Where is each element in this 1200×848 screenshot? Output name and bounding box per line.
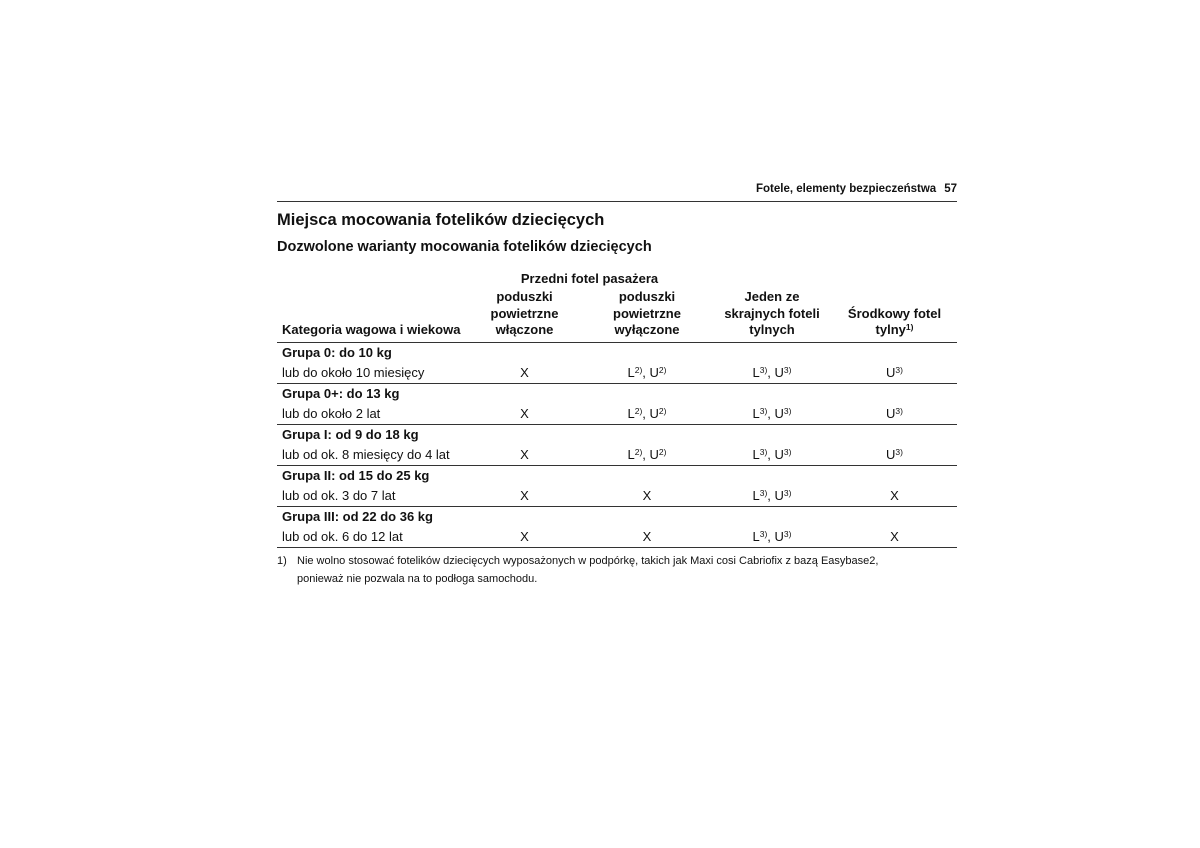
cell-airbag-on: X (520, 529, 529, 544)
cell-outer-rear (712, 404, 832, 425)
cell-value: U (649, 447, 659, 462)
cell-value: U (774, 365, 784, 380)
header-divider (277, 201, 957, 202)
cell-value: U (886, 365, 896, 380)
front-passenger-seat-header: Przedni fotel pasażera (520, 271, 659, 286)
cell-value: U (774, 488, 784, 503)
table-row (277, 445, 957, 466)
footnote-text-line-2: ponieważ nie pozwala na to podłoga samochodu. (297, 573, 538, 585)
table-row-group (277, 383, 957, 404)
section-title: Fotele, elementy bezpieczeństwa (755, 183, 937, 195)
table-column-header-row (277, 289, 957, 342)
footnote-ref: 3) (759, 488, 768, 498)
footnote-text-line-1: Nie wolno stosować fotelików dziecięcych wyposażonych w podpórkę, takich jak Maxi cosi Cabriofix z bazą Easybase2, (297, 555, 879, 567)
footnote-ref: 3) (783, 365, 792, 375)
footnote-mark: 1) (277, 555, 287, 567)
cell-outer-rear (712, 445, 832, 466)
table-row (277, 404, 957, 425)
cell-value: L (752, 488, 760, 503)
cell-value: , (642, 447, 650, 462)
table-group-header-row (277, 268, 957, 289)
column-header-airbag-off: poduszki powietrzne wyłączone (613, 289, 681, 337)
cell-airbag-on: X (520, 488, 529, 503)
column-header-category: Kategoria wagowa i wiekowa (282, 322, 461, 337)
age-range-label: lub do około 2 lat (282, 406, 381, 421)
cell-value: L (752, 529, 760, 544)
footnote-ref: 2) (634, 447, 643, 457)
page-number: 57 (944, 183, 957, 195)
table-body (277, 342, 957, 547)
cell-value: , (767, 406, 775, 421)
table-row-group (277, 506, 957, 527)
cell-value: U (886, 406, 896, 421)
cell-outer-rear (712, 363, 832, 384)
footnote-ref: 3) (783, 447, 792, 457)
cell-airbag-off: X (642, 529, 652, 544)
cell-airbag-on: X (520, 447, 529, 462)
footnote-ref: 3) (783, 529, 792, 539)
cell-value: U (649, 406, 659, 421)
cell-outer-rear (712, 486, 832, 507)
cell-airbag-on: X (520, 365, 529, 380)
footnote-ref: 3) (783, 488, 792, 498)
cell-value: , (642, 365, 650, 380)
cell-value: , (642, 406, 650, 421)
footnote-ref: 3) (759, 365, 768, 375)
footnote-ref: 2) (634, 406, 643, 416)
cell-middle-rear (832, 404, 957, 425)
cell-value: L (627, 447, 635, 462)
child-seat-table-container (277, 268, 957, 548)
footnote-ref: 2) (634, 365, 643, 375)
cell-middle-rear (832, 363, 957, 384)
cell-airbag-off (582, 445, 712, 466)
column-header-outer-rear-seat: Jeden ze skrajnych foteli tylnych (724, 289, 820, 337)
cell-middle-rear (832, 445, 957, 466)
cell-middle-rear: X (890, 529, 899, 544)
footnote-ref: 3) (895, 365, 903, 375)
child-seat-table (277, 268, 957, 548)
footnote-ref: 3) (783, 406, 792, 416)
cell-value: L (752, 447, 760, 462)
footnote-ref: 3) (759, 529, 768, 539)
cell-value: , (767, 529, 775, 544)
footnote-ref: 3) (759, 406, 768, 416)
footnote-ref: 3) (759, 447, 768, 457)
column-header-airbag-on: poduszki powietrzne włączone (490, 289, 559, 337)
weight-group-label: Grupa 0+: do 13 kg (282, 386, 400, 401)
table-row-group (277, 342, 957, 363)
cell-value: , (767, 447, 775, 462)
footnote-ref: 2) (658, 365, 667, 375)
footnote (277, 552, 957, 588)
cell-airbag-off (582, 363, 712, 384)
age-range-label: lub od ok. 8 miesięcy do 4 lat (282, 447, 450, 462)
cell-airbag-off (582, 404, 712, 425)
footnote-ref: 2) (658, 406, 667, 416)
page-title: Miejsca mocowania fotelików dziecięcych (277, 211, 605, 229)
running-header (277, 183, 957, 195)
cell-value: L (627, 365, 635, 380)
table-row-group (277, 465, 957, 486)
cell-airbag-off: X (642, 488, 652, 503)
footnote-ref: 3) (895, 447, 903, 457)
table-row (277, 363, 957, 384)
cell-value: U (774, 529, 784, 544)
table-row-group (277, 424, 957, 445)
weight-group-label: Grupa III: od 22 do 36 kg (282, 509, 433, 524)
age-range-label: lub do około 10 miesięcy (282, 365, 425, 380)
cell-value: U (886, 447, 896, 462)
cell-value: U (774, 406, 784, 421)
cell-airbag-on: X (520, 406, 529, 421)
cell-value: L (627, 406, 635, 421)
cell-value: , (767, 365, 775, 380)
cell-value: U (649, 365, 659, 380)
age-range-label: lub od ok. 3 do 7 lat (282, 488, 396, 503)
weight-group-label: Grupa II: od 15 do 25 kg (282, 468, 430, 483)
table-row (277, 527, 957, 548)
cell-middle-rear: X (890, 488, 899, 503)
footnote-ref: 1) (905, 322, 914, 332)
cell-value: U (774, 447, 784, 462)
cell-value: , (767, 488, 775, 503)
table-row (277, 486, 957, 507)
section-subtitle: Dozwolone warianty mocowania fotelików dziecięcych (277, 239, 652, 255)
footnote-ref: 3) (895, 406, 903, 416)
weight-group-label: Grupa 0: do 10 kg (282, 345, 392, 360)
footnote-ref: 2) (658, 447, 667, 457)
cell-outer-rear (712, 527, 832, 548)
column-header-middle-rear-seat: Środkowy fotel tylny$^{1)}$ (847, 305, 942, 337)
age-range-label: lub od ok. 6 do 12 lat (282, 529, 403, 544)
cell-value: L (752, 365, 760, 380)
cell-value: L (752, 406, 760, 421)
weight-group-label: Grupa I: od 9 do 18 kg (282, 427, 419, 442)
